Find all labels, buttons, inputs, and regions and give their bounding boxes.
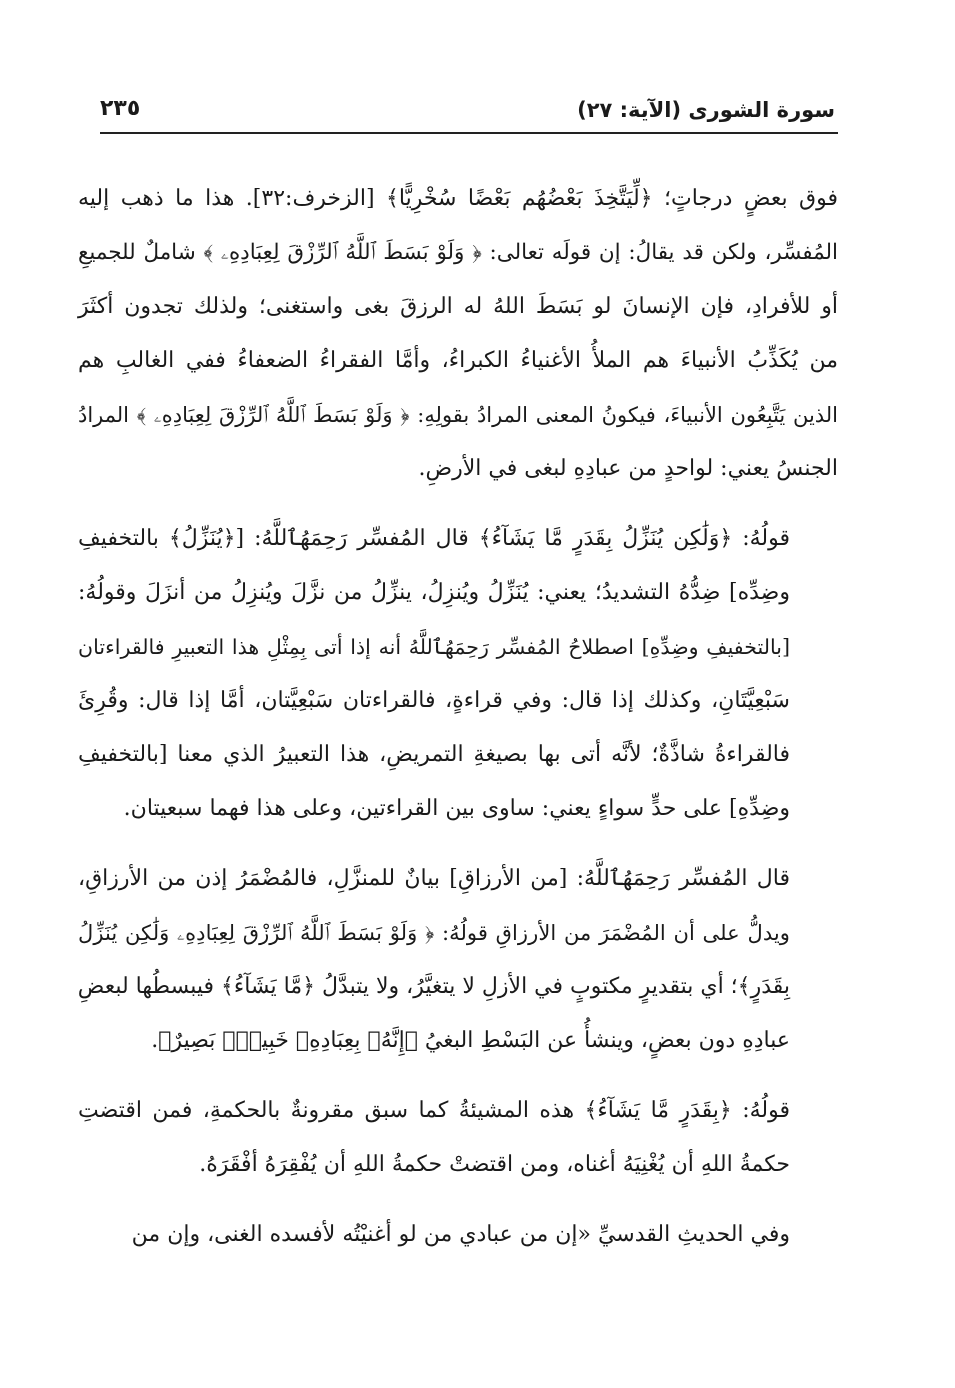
text-line: الذين يَتَّبِعُون الأنبياءَ، فيكونُ المعنى المرادُ بقولِهِ: ﴿ وَلَوْ بَسَطَ ٱللَّهُ ٱلرِّزْقَ لِعِبَادِهِۦ ﴾ المرادُ	[78, 403, 838, 427]
text-line: بِقَدَرٍ﴾؛ أي بتقديرٍ مكتوبٍ في الأزلِ لا يتغيَّرُ، ولا يتبدَّلُ ﴿مَّا يَشَآءُ﴾ فيبسطُها لبعضِ	[77, 974, 790, 999]
paragraph	[78, 1084, 838, 1192]
page-number: ٢٣٥	[100, 96, 141, 121]
text-line: قولُهُ: ﴿وَلَٰكِن يُنَزِّلُ بِقَدَرٍ مَّا يَشَآءُ﴾ قال المُفسِّر رَحِمَهُٱللَّهُ: [﴿يُنَزِّلُ﴾ بالتخفيفِ	[78, 526, 790, 551]
text-line: ويدلُّ على أن المُضْمَرَ من الأرزاقِ قولُهُ: ﴿ وَلَوْ بَسَطَ ٱللَّهُ ٱلرِّزْقَ لِعِبَادِهِۦ وَلَٰكِن يُنَزِّلُ	[78, 920, 790, 945]
page-header	[100, 92, 835, 132]
header-divider	[100, 132, 838, 134]
paragraph	[78, 852, 838, 1068]
text-line: من يُكَذِّبُ الأنبياءَ هم الملأُ الأغنياءُ الكبراءُ، وأمَّا الفقراءُ الضعفاءُ ففي الغالبِ هم	[78, 348, 838, 373]
text-line: وفي الحديثِ القدسيِّ «إن من عبادي من لو أغنيْتُه لأفسده الغنى، وإن من	[131, 1222, 790, 1247]
text-line: وضِدِّه] ضِدُّهُ التشديدُ؛ يعني: يُنَزِّلُ ويُنزِلُ، ينزِّلُ من نزَّلَ ويُنزِلُ من أنزَلَ وقولُهُ:	[78, 580, 790, 605]
text-line: أو للأفرادِ، فإن الإنسانَ لو بَسَطَ اللهُ له الرزقَ بغى واستغنى؛ ولذلك تجدون أكثَرَ	[78, 294, 838, 319]
body-text	[78, 172, 838, 1278]
paragraph	[78, 512, 838, 836]
text-line: المُفسِّر، ولكن قد يقالُ: إن قولَه تعالى: ﴿ وَلَوْ بَسَطَ ٱللَّهُ ٱلرِّزْقَ لِعِبَادِهِۦ ﴾ شاملٌ للجميعِ	[78, 240, 838, 265]
text-line: سَبْعِيَّتَانِ، وكذلك إذا قال: وفي قراءةٍ، فالقراءتان سَبْعِيَّتان، أمَّا إذا قال: وقُرِئَ	[78, 688, 790, 713]
text-line: [بالتخفيفِ وضِدِّهِ] اصطلاحُ المُفسِّر رَحِمَهُٱللَّهُ أنه إذا أتى بِمِثْلِ هذا التعبيرِ فالقراءتان	[78, 635, 790, 659]
text-line: قولُهُ: ﴿بِقَدَرٍ مَّا يَشَآءُ﴾ هذه المشيئةُ كما سبق مقرونةٌ بالحكمةِ، فمن اقتضتِ	[78, 1098, 790, 1123]
text-line: فالقراءةُ شاذَّةٌ؛ لأنَّه أتى بها بصيغةِ التمريضِ، هذا التعبيرُ الذي معنا [بالتخفيفِ	[78, 742, 790, 767]
text-line: وضِدِّهِ] على حدٍّ سواءٍ يعني: ساوى بين القراءتين، وعلى هذا فهما سبعيتان.	[123, 796, 790, 821]
paragraph	[78, 1208, 838, 1262]
text-line: الجنسُ يعني: لواحدٍ من عبادِهِ لبغى في الأرضِ.	[418, 456, 838, 481]
text-line: عبادِهِ دون بعضٍ، وينشأُ عن البَسْطِ البغيُ ﴿إِنَّهُۥ بِعِبَادِهِۦ خَبِيرٌۢ بَصِيرٌ﴾.	[151, 1028, 790, 1053]
surah-title: سورة الشورى (الآية: ٢٧)	[577, 98, 835, 122]
paragraph	[78, 172, 838, 496]
text-line: حكمةُ اللهِ أن يُغْنِيَهُ أغناه، ومن اقتضتْ حكمةُ اللهِ أن يُفْقِرَهُ أفْقَرَهُ.	[199, 1152, 790, 1177]
text-line: فوق بعضٍ درجاتٍ؛ ﴿لِّيَتَّخِذَ بَعْضُهُم بَعْضًا سُخْرِيًّا﴾ [الزخرف:٣٢]. هذا ما ذهب إليه	[78, 186, 838, 211]
text-line: قال المُفسِّر رَحِمَهُٱللَّهُ: [من الأرزاقِ] بيانٌ للمنزَّلِ، فالمُضْمَرُ إذن من الأرزاقِ،	[78, 866, 790, 891]
